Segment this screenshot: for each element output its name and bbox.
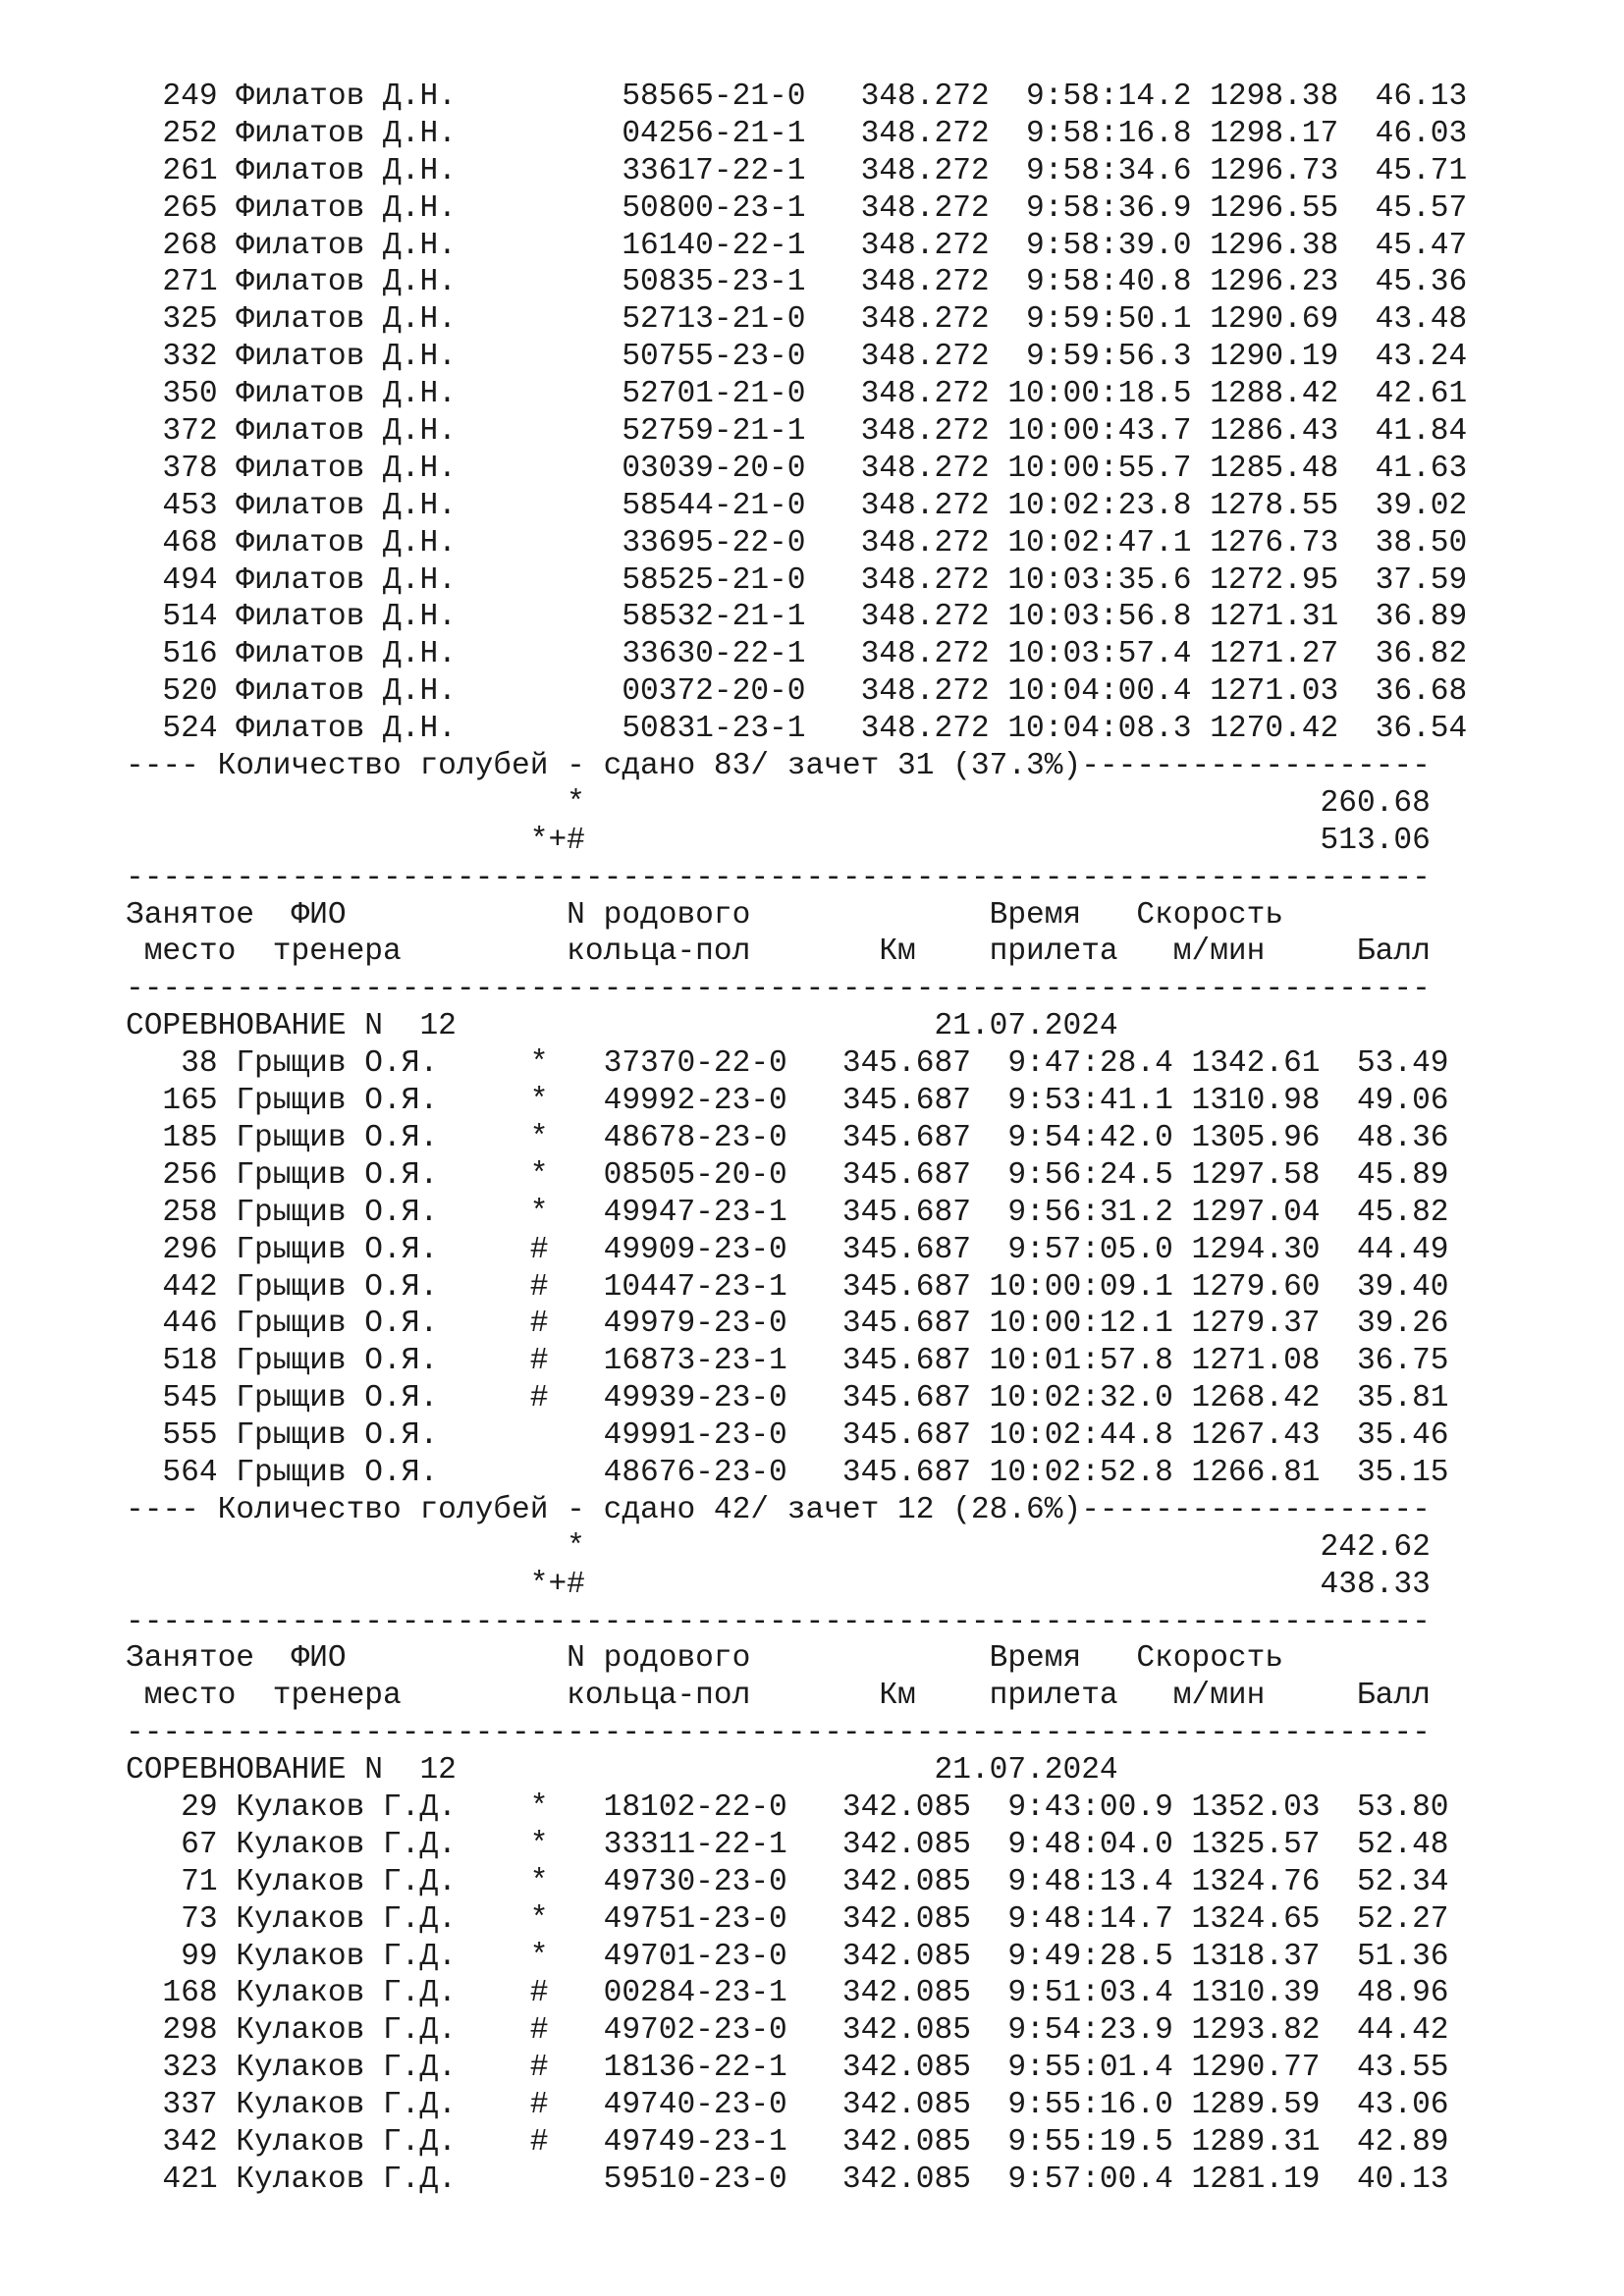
text-line: 71 Кулаков Г.Д. * 49730-23-0 342.085 9:48:13.4 1324.76 52.34 <box>126 1864 1449 1899</box>
text-line: ----------------------------------------------------------------------- <box>126 972 1431 1007</box>
text-line: 468 Филатов Д.Н. 33695-22-0 348.272 10:02:47.1 1276.73 38.50 <box>126 525 1468 561</box>
text-line: 372 Филатов Д.Н. 52759-21-1 348.272 10:00:43.7 1286.43 41.84 <box>126 414 1468 450</box>
text-line: СОРЕВНОВАНИЕ N 12 21.07.2024 <box>126 1009 1118 1044</box>
text-line: * 260.68 <box>126 785 1431 821</box>
text-line: 168 Кулаков Г.Д. # 00284-23-1 342.085 9:51:03.4 1310.39 48.96 <box>126 1976 1449 2011</box>
text-line: 256 Грыщив О.Я. * 08505-20-0 345.687 9:56:24.5 1297.58 45.89 <box>126 1157 1449 1193</box>
text-line: ---- Количество голубей - сдано 42/ зачет 12 (28.6%)------------------- <box>126 1492 1431 1527</box>
text-line: 514 Филатов Д.Н. 58532-21-1 348.272 10:03:56.8 1271.31 36.89 <box>126 600 1468 635</box>
text-line: 29 Кулаков Г.Д. * 18102-22-0 342.085 9:43:00.9 1352.03 53.80 <box>126 1789 1449 1825</box>
text-line: 38 Грыщив О.Я. * 37370-22-0 345.687 9:47:28.4 1342.61 53.49 <box>126 1046 1449 1082</box>
text-line: *+# 438.33 <box>126 1567 1431 1602</box>
text-line: ----------------------------------------------------------------------- <box>126 860 1431 895</box>
text-line: 73 Кулаков Г.Д. * 49751-23-0 342.085 9:48:14.7 1324.65 52.27 <box>126 1901 1449 1937</box>
text-line: 271 Филатов Д.Н. 50835-23-1 348.272 9:58:40.8 1296.23 45.36 <box>126 265 1468 300</box>
text-line: 298 Кулаков Г.Д. # 49702-23-0 342.085 9:54:23.9 1293.82 44.42 <box>126 2013 1449 2049</box>
text-line: место тренера кольца-пол Км прилета м/мин Балл <box>126 934 1431 970</box>
text-line: 378 Филатов Д.Н. 03039-20-0 348.272 10:00:55.7 1285.48 41.63 <box>126 451 1468 486</box>
text-line: 252 Филатов Д.Н. 04256-21-1 348.272 9:58:16.8 1298.17 46.03 <box>126 116 1468 151</box>
text-line: 296 Грыщив О.Я. # 49909-23-0 345.687 9:57:05.0 1294.30 44.49 <box>126 1232 1449 1267</box>
text-line: 185 Грыщив О.Я. * 48678-23-0 345.687 9:54:42.0 1305.96 48.36 <box>126 1120 1449 1155</box>
text-line: 265 Филатов Д.Н. 50800-23-1 348.272 9:58:36.9 1296.55 45.57 <box>126 190 1468 226</box>
text-line: 524 Филатов Д.Н. 50831-23-1 348.272 10:04:08.3 1270.42 36.54 <box>126 712 1468 747</box>
text-line: СОРЕВНОВАНИЕ N 12 21.07.2024 <box>126 1753 1118 1789</box>
text-line: * 242.62 <box>126 1529 1431 1565</box>
text-line: ----------------------------------------------------------------------- <box>126 1716 1431 1751</box>
text-line: 332 Филатов Д.Н. 50755-23-0 348.272 9:59:56.3 1290.19 43.24 <box>126 340 1468 375</box>
text-line: 446 Грыщив О.Я. # 49979-23-0 345.687 10:00:12.1 1279.37 39.26 <box>126 1307 1449 1342</box>
text-line: 421 Кулаков Г.Д. 59510-23-0 342.085 9:57:00.4 1281.19 40.13 <box>126 2162 1449 2197</box>
text-line: 564 Грыщив О.Я. 48676-23-0 345.687 10:02:52.8 1266.81 35.15 <box>126 1455 1449 1490</box>
text-line: 325 Филатов Д.Н. 52713-21-0 348.272 9:59:50.1 1290.69 43.48 <box>126 302 1468 338</box>
text-line: 249 Филатов Д.Н. 58565-21-0 348.272 9:58:14.2 1298.38 46.13 <box>126 80 1468 114</box>
text-line: *+# 513.06 <box>126 823 1431 858</box>
text-line: ----------------------------------------------------------------------- <box>126 1604 1431 1639</box>
text-line: 494 Филатов Д.Н. 58525-21-0 348.272 10:03:35.6 1272.95 37.59 <box>126 562 1468 598</box>
text-line: 165 Грыщив О.Я. * 49992-23-0 345.687 9:53:41.1 1310.98 49.06 <box>126 1084 1449 1119</box>
text-line: 261 Филатов Д.Н. 33617-22-1 348.272 9:58:34.6 1296.73 45.71 <box>126 153 1468 188</box>
text-line: 545 Грыщив О.Я. # 49939-23-0 345.687 10:02:32.0 1268.42 35.81 <box>126 1381 1449 1416</box>
text-line: Занятое ФИО N родового Время Скорость <box>126 1641 1284 1677</box>
text-line: 555 Грыщив О.Я. 49991-23-0 345.687 10:02:44.8 1267.43 35.46 <box>126 1418 1449 1454</box>
text-line: 67 Кулаков Г.Д. * 33311-22-1 342.085 9:48:04.0 1325.57 52.48 <box>126 1827 1449 1862</box>
text-line: 258 Грыщив О.Я. * 49947-23-1 345.687 9:56:31.2 1297.04 45.82 <box>126 1195 1449 1230</box>
text-line: 337 Кулаков Г.Д. # 49740-23-0 342.085 9:55:16.0 1289.59 43.06 <box>126 2088 1449 2123</box>
text-line: 520 Филатов Д.Н. 00372-20-0 348.272 10:04:00.4 1271.03 36.68 <box>126 674 1468 710</box>
text-line: 350 Филатов Д.Н. 52701-21-0 348.272 10:00:18.5 1288.42 42.61 <box>126 377 1468 412</box>
text-line: 99 Кулаков Г.Д. * 49701-23-0 342.085 9:49:28.5 1318.37 51.36 <box>126 1939 1449 1974</box>
text-line: ---- Количество голубей - сдано 83/ зачет 31 (37.3%)------------------- <box>126 749 1431 784</box>
text-line: 342 Кулаков Г.Д. # 49749-23-1 342.085 9:55:19.5 1289.31 42.89 <box>126 2124 1449 2160</box>
text-line: место тренера кольца-пол Км прилета м/мин Балл <box>126 1679 1431 1714</box>
text-line: 518 Грыщив О.Я. # 16873-23-1 345.687 10:01:57.8 1271.08 36.75 <box>126 1344 1449 1379</box>
text-line: 323 Кулаков Г.Д. # 18136-22-1 342.085 9:55:01.4 1290.77 43.55 <box>126 2051 1449 2086</box>
text-line: Занятое ФИО N родового Время Скорость <box>126 897 1284 933</box>
document-page <box>126 79 1559 2199</box>
text-line: 442 Грыщив О.Я. # 10447-23-1 345.687 10:00:09.1 1279.60 39.40 <box>126 1269 1449 1305</box>
text-line: 516 Филатов Д.Н. 33630-22-1 348.272 10:03:57.4 1271.27 36.82 <box>126 637 1468 672</box>
text-line: 268 Филатов Д.Н. 16140-22-1 348.272 9:58:39.0 1296.38 45.47 <box>126 228 1468 263</box>
text-line: 453 Филатов Д.Н. 58544-21-0 348.272 10:02:23.8 1278.55 39.02 <box>126 488 1468 523</box>
